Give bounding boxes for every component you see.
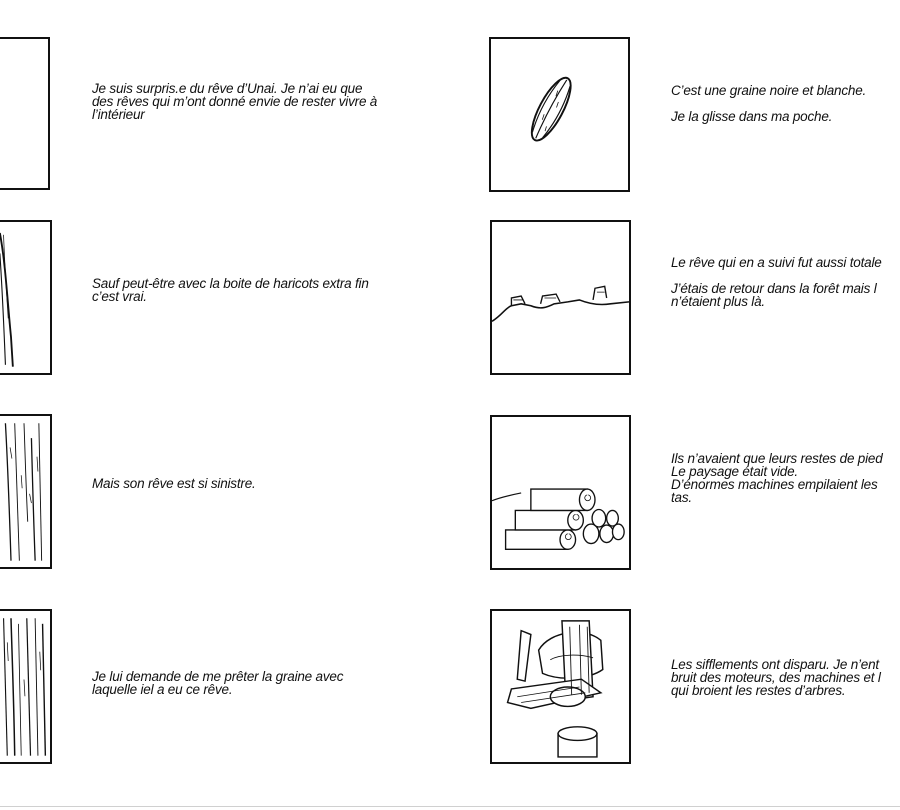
caption-line: Les sifflements ont disparu. Je n’ent (671, 657, 879, 672)
caption-line: Le paysage était vide. (671, 464, 798, 479)
caption-right-1 (671, 84, 866, 123)
caption-line: J’étais de retour dans la forêt mais l (671, 281, 877, 296)
caption-line: Je suis surpris.e du rêve d’Unai. Je n’ai eu que (92, 81, 363, 96)
caption-line: tas. (671, 490, 692, 505)
caption-line: c’est vrai. (92, 289, 147, 304)
caption-line: Mais son rêve est si sinistre. (92, 476, 256, 491)
caption-line: C’est une graine noire et blanche. (671, 83, 867, 98)
caption-line: l’intérieur (92, 107, 145, 122)
panel-left-1 (0, 37, 50, 190)
caption-right-2 (671, 256, 882, 308)
caption-line: laquelle iel a eu ce rêve. (92, 682, 233, 697)
panel-left-4 (0, 609, 52, 764)
caption-line: bruit des moteurs, des machines et l (671, 670, 881, 685)
panel-left-3 (0, 414, 52, 569)
stacked-logs-illustration (492, 417, 629, 568)
harvester-machine-illustration (492, 611, 629, 762)
tree-bark-illustration (0, 416, 50, 567)
caption-line: Je la glisse dans ma poche. (671, 109, 833, 124)
seed-illustration (491, 39, 628, 190)
caption-line: Ils n’avaient que leurs restes de pied (671, 451, 883, 466)
caption-left-3 (92, 477, 256, 490)
caption-line: D’énormes machines empilaient les (671, 477, 878, 492)
caption-right-4 (671, 658, 881, 697)
panel-right-1 (489, 37, 630, 192)
tree-trunk-illustration (0, 222, 50, 373)
caption-right-3 (671, 452, 883, 504)
bottom-divider (0, 806, 900, 807)
caption-line: Le rêve qui en a suivi fut aussi totale (671, 255, 882, 270)
caption-line: qui broient les restes d’arbres. (671, 683, 846, 698)
caption-line: Sauf peut-être avec la boite de haricots extra fin (92, 276, 369, 291)
tree-bark-closeup-illustration (0, 611, 50, 762)
caption-line: Je lui demande de me prêter la graine avec (92, 669, 344, 684)
panel-right-2 (490, 220, 631, 375)
tree-stumps-illustration (492, 222, 629, 373)
caption-left-1 (92, 82, 377, 121)
panel-right-4 (490, 609, 631, 764)
caption-line: n’étaient plus là. (671, 294, 765, 309)
panel-left-2 (0, 220, 52, 375)
panel-right-3 (490, 415, 631, 570)
caption-left-4 (92, 670, 343, 696)
caption-line: des rêves qui m’ont donné envie de rester vivre à (92, 94, 378, 109)
caption-left-2 (92, 277, 369, 303)
